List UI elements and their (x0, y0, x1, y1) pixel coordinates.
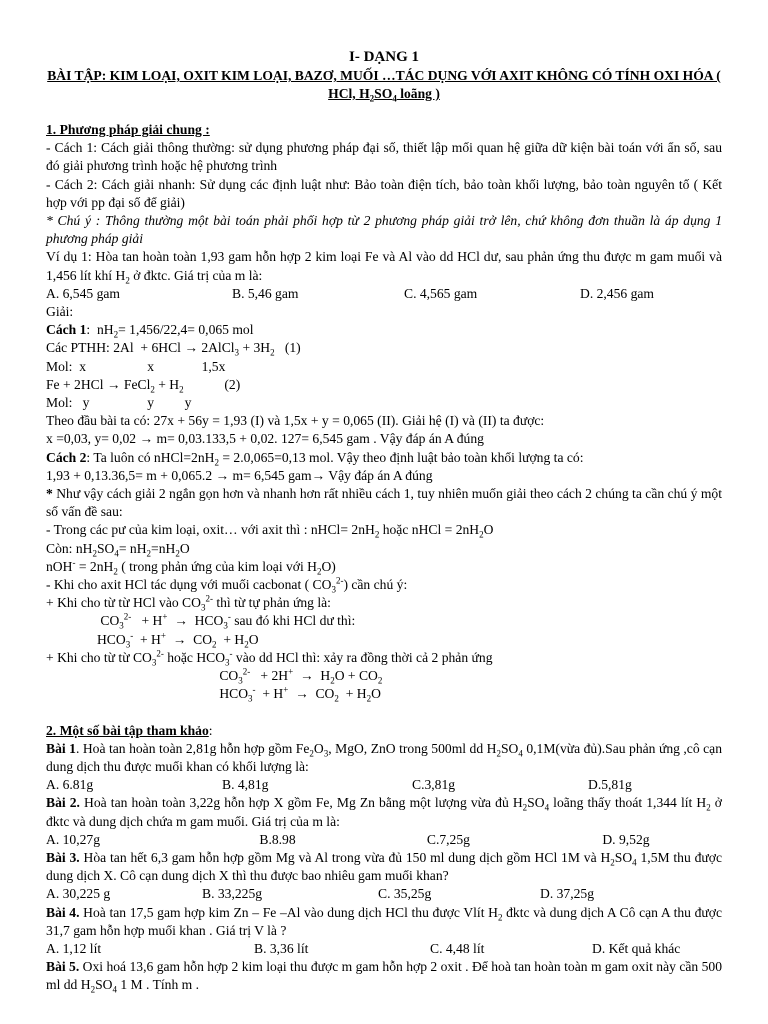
answer-option: B. 3,36 lít (254, 940, 309, 956)
text-line: $HCO_3^- + H^+ \to CO_2 + H_2O$ (46, 630, 259, 650)
document-subtitle: BÀI TẬP: KIM LOẠI, OXIT KIM LOẠI, BAZƠ, MUỐI …TÁC DỤNG VỚI AXIT KHÔNG CÓ TÍNH OXI HÓA ( HCl, $H_2SO_4$ loãng ) (47, 68, 721, 104)
text-line: $nOH^- = 2nH_2$ ( trong phản ứng của kim loại với $H_2O$) (46, 557, 336, 577)
problem-text: Bài 5. Oxi hoá 13,6 gam hỗn hợp 2 kim loại thu được m gam hỗn hợp 2 oxit . Để hoà tan hoàn toàn m gam oxit này cần 500 ml dd $H_2SO_4$ 1 M . Tính m . (46, 959, 723, 996)
solution-label: Giải: (46, 304, 74, 320)
section2-heading-colon: : (208, 722, 213, 738)
problem-options (46, 885, 722, 903)
solution-lines (46, 321, 722, 485)
text-line: Mol: y y y (46, 395, 192, 411)
text-line: Cách 1: $nH_2= 1,456/22,4= 0,065$ mol (46, 322, 254, 340)
problem-options (46, 831, 722, 849)
text-line: x =0,03, y= 0,02 → m= 0,03.133,5 + 0,02. 127= 6,545 gam . Vậy đáp án A đúng (46, 431, 484, 447)
text-line: Mol: x x 1,5x (46, 358, 226, 374)
answer-option: D. 9,52g (602, 831, 650, 847)
answer-option: D.5,81g (588, 777, 632, 793)
text-line: + Khi cho từ từ HCl vào $CO_3^{2-}$ thì từ tự phản ứng là: (46, 593, 331, 613)
answer-option: C. 4,565 gam (404, 285, 478, 301)
problem-text: Bài 4. Hoà tan 17,5 gam hợp kim Zn – Fe –Al vào dung dịch HCl thu được Vlít $H_2$ đktc và dung dịch A Cô cạn A thu được 31,7 gam hỗn hợp muối khan . Giá trị V là ? (46, 904, 722, 938)
document-title: I- DẠNG 1 (349, 49, 419, 65)
answer-option: D. Kết quả khác (592, 940, 681, 956)
answer-option: A. 1,12 lít (46, 940, 102, 956)
method-1-text: - Cách 1: Cách giải thông thường: sử dụng phương pháp đại số, thiết lập mối quan hệ giữa dữ kiện bài toán với ẩn số, sau đó giải phương trình hoặc hệ phương trình (46, 140, 722, 174)
text-line: 1,93 + 0,13.36,5= m + 0,065.2 → m= 6,545 gam→ Vậy đáp án A đúng (46, 467, 433, 483)
problem-options (46, 776, 722, 794)
text-line: Các PTHH: 2Al + 6HCl → 2AlCl$_3$ + $3H_2$ (1) (46, 340, 301, 359)
problem-list (46, 740, 722, 995)
method-2-text: - Cách 2: Cách giải nhanh: Sử dụng các định luật như: Bảo toàn điện tích, bảo toàn khối lượng, bảo toàn nguyên tố ( Kết hợp với pp đại số để giải) (46, 176, 722, 210)
text-line: - Trong các pư của kim loại, oxit… với axit thì : nHCl= $2nH_2$ hoặc nHCl = $2nH_2O$ (46, 522, 494, 541)
example-1-text: Ví dụ 1: Hòa tan hoàn toàn 1,93 gam hỗn hợp 2 kim loại Fe và Al vào dd HCl dư, sau phản ứng thu được m gam muối và 1,456 lít khí $H_2$ ở đktc. Giá trị của m là: (46, 249, 722, 286)
text-line: Fe + 2HCl → FeCl$_2$ + $H_2$ (2) (46, 376, 241, 395)
answer-option: D. 2,456 gam (580, 285, 655, 301)
problem-text: Bài 1. Hoà tan hoàn toàn 2,81g hỗn hợp gồm $Fe_2O_3$, MgO, ZnO trong 500ml dd $H_2SO_4$ 0,1M(vừa đủ).Sau phản ứng ,cô cạn dung dịch thu được muối khan có khối lượng là: (46, 740, 722, 774)
text-line: $HCO_3^- + H^+ \to CO_2 + H_2O$ (46, 684, 381, 705)
text-line: + Khi cho từ từ $CO_3^{2-}$ hoặc $HCO_3^-$ vào dd HCl thì: xảy ra đồng thời cả 2 phản ứng (46, 648, 493, 668)
text-line: Cách 2: Ta luôn có $nHCl=2nH_2 = 2.0,065=0,13$ mol. Vậy theo định luật bảo toàn khối lượng ta có: (46, 449, 584, 468)
problem-text: Bài 3. Hòa tan hết 6,3 gam hỗn hợp gồm Mg và Al trong vừa đủ 150 ml dung dịch gồm HCl 1M và $H_2SO_4$ 1,5M thu được dung dịch X. Cô cạn dung dịch X thì thu được bao nhiêu gam muối khan? (46, 849, 723, 884)
answer-option: A. 30,225 g (46, 886, 111, 902)
answer-option: C.3,81g (412, 777, 456, 793)
document-page (46, 48, 722, 995)
answer-option: D. 37,25g (540, 886, 594, 902)
answer-option: B.8.98 (259, 831, 296, 847)
section1-heading: 1. Phương pháp giải chung : (46, 122, 210, 137)
text-line: Còn: $nH_2SO_4= nH_2=nH_2O$ (46, 540, 190, 559)
text-line: - Khi cho axit HCl tác dụng với muối cacbonat ( $CO_3^{2-}$) cần chú ý: (46, 575, 408, 595)
text-line: $CO_3^{2-} + H^+ \to HCO_3^-$ sau đó khi HCl dư thì: (46, 611, 356, 632)
problem-options (46, 940, 722, 958)
problem-text: Bài 2. Hoà tan hoàn toàn 3,22g hỗn hợp X gồm Fe, Mg Zn bằng một lượng vừa đủ $H_2SO_4$ loãng thấy thoát 1,344 lít $H_2$ ở đktc và dung dịch chứa m gam muối. Giá trị của m là: (46, 795, 722, 829)
section2-heading (46, 722, 722, 740)
answer-option: B. 5,46 gam (232, 285, 299, 301)
note-text: * Chú ý : Thông thường một bài toán phải phối hợp từ 2 phương pháp giải trở lên, chứ không đơn thuần là áp dụng 1 phương pháp giải (46, 213, 722, 247)
answer-option: C.7,25g (426, 831, 470, 847)
answer-option: C. 4,48 lít (430, 940, 485, 956)
section2-heading-text: 2. Một số bài tập tham khảo (46, 722, 209, 738)
answer-option: A. 6.81g (46, 777, 94, 793)
answer-option: B. 4,81g (222, 777, 269, 793)
answer-option: B. 33,225g (202, 886, 263, 902)
answer-option: C. 35,25g (378, 886, 432, 902)
example-1-options (46, 285, 722, 303)
text-line: Theo đầu bài ta có: 27x + 56y = 1,93 (I) và 1,5x + y = 0,065 (II). Giải hệ (I) và (II) ta được: (46, 413, 545, 429)
answer-option: A. 6,545 gam (46, 285, 121, 301)
remark-text: * Như vậy cách giải 2 ngắn gọn hơn và nhanh hơn rất nhiều cách 1, tuy nhiên muốn giải theo cách 2 chúng ta cần chú ý một số vấn đề sau: (46, 486, 722, 520)
answer-option: A. 10,27g (46, 831, 100, 847)
text-line: $CO_3^{2-} + 2H^+ \to H_2O + CO_2$ (46, 666, 383, 686)
rules-lines (46, 521, 722, 703)
